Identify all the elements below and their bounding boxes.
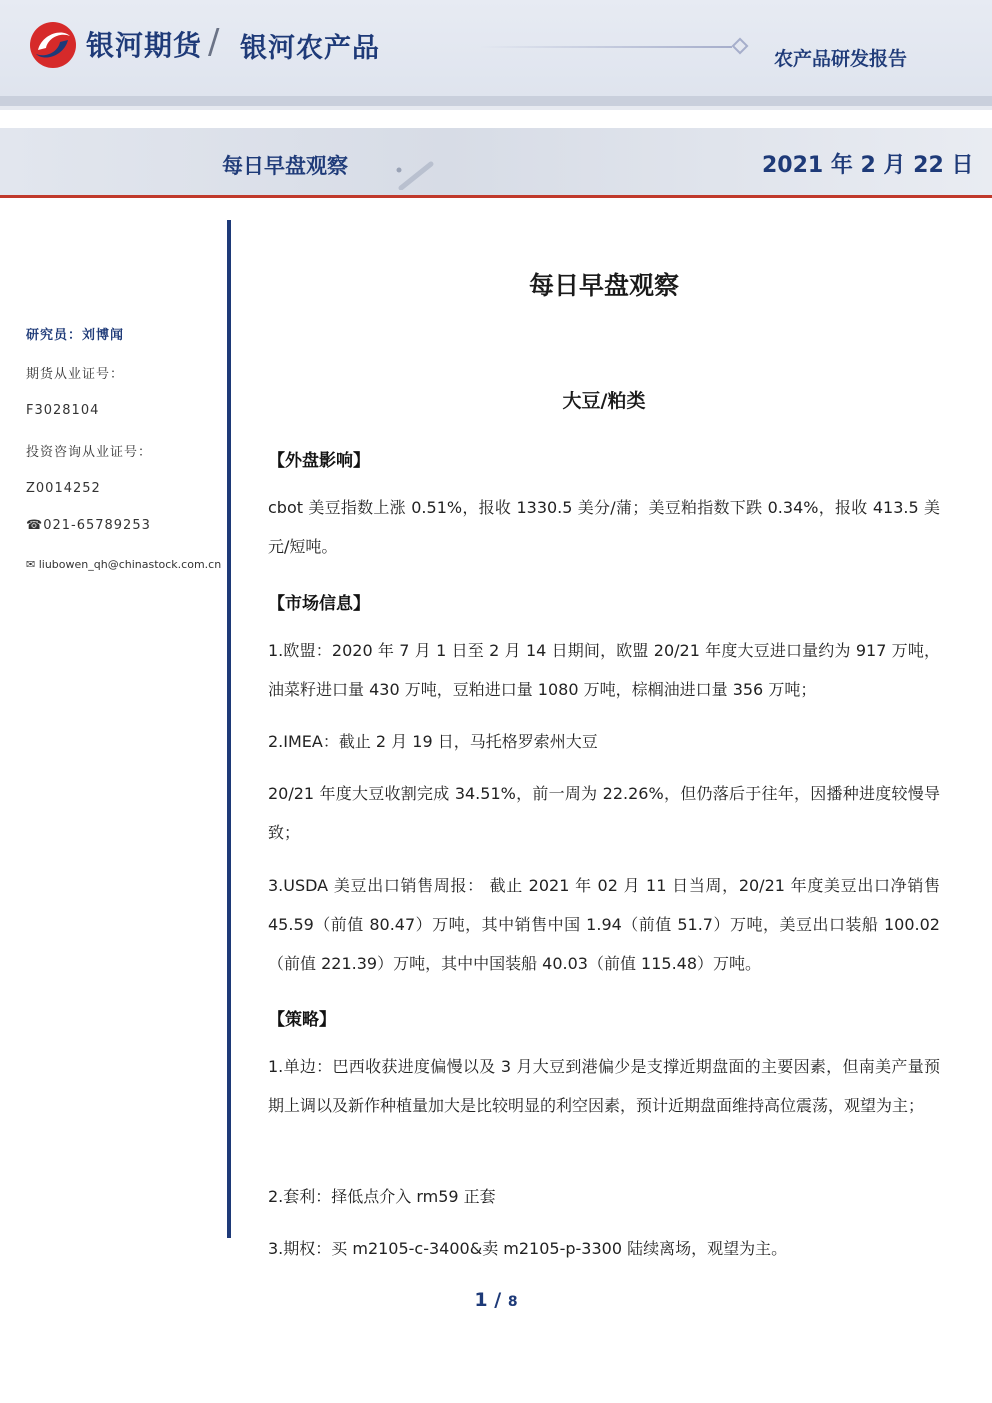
researcher-name: 研究员：刘博闻 bbox=[26, 328, 125, 343]
email-link[interactable]: ✉ liubowen_qh@chinastock.com.cn bbox=[26, 558, 222, 571]
brand-name: 银河期货 bbox=[86, 29, 203, 62]
header-stripe bbox=[0, 96, 992, 106]
page-number bbox=[0, 1289, 992, 1311]
title-band-rule bbox=[0, 195, 992, 198]
report-date: 2021 年 2 月 22 日 bbox=[762, 153, 974, 178]
paragraph-market-eu: 1.欧盟：2020 年 7 月 1 日至 2 月 14 日期间，欧盟 20/21 年度大豆进口量约为 917 万吨，油菜籽进口量 430 万吨，豆粕进口量 1080 万吨，棕榈油进口量 356 万吨； bbox=[268, 641, 940, 699]
page-separator: / bbox=[494, 1289, 502, 1311]
cert-label: 期货从业证号： bbox=[26, 367, 125, 382]
section-title: 大豆/粕类 bbox=[562, 390, 646, 412]
current-page: 1 bbox=[474, 1289, 488, 1311]
brand-divider: / bbox=[208, 22, 220, 62]
total-pages: 8 bbox=[507, 1294, 518, 1310]
paragraph-market-harvest: 20/21 年度大豆收割完成 34.51%，前一周为 22.26%，但仍落后于往年，因播种进度较慢导致； bbox=[268, 784, 940, 842]
galaxy-logo-icon bbox=[28, 20, 78, 70]
heading-market: 【市场信息】 bbox=[268, 594, 370, 614]
paragraph-strategy-arbitrage: 2.套利：择低点介入 rm59 正套 bbox=[268, 1187, 496, 1206]
paragraph-market-imea: 2.IMEA：截止 2 月 19 日，马托格罗索州大豆 bbox=[268, 732, 598, 751]
paragraph-market-usda: 3.USDA 美豆出口销售周报： 截止 2021 年 02 月 11 日当周，20/21 年度美豆出口净销售 45.59（前值 80.47）万吨，其中销售中国 1.94（前值 51.7）万吨，美豆出口装船 100.02（前值 221.39）万吨，其中中国装船 40.03（前值 115.48）万吨。 bbox=[268, 876, 940, 973]
brand-subtitle: 银河农产品 bbox=[240, 33, 380, 64]
report-type: 农产品研发报告 bbox=[774, 48, 908, 70]
header-decoration-line bbox=[480, 46, 732, 48]
pen-decoration-icon bbox=[395, 158, 435, 190]
sidebar-divider bbox=[227, 220, 231, 1238]
consult-number: Z0014252 bbox=[26, 481, 101, 496]
paragraph-strategy-single: 1.单边：巴西收获进度偏慢以及 3 月大豆到港偏少是支撑近期盘面的主要因素，但南美产量预期上调以及新作种植量加大是比较明显的利空因素，预计近期盘面维持高位震荡，观望为主； bbox=[268, 1057, 940, 1115]
band-title: 每日早盘观察 bbox=[222, 154, 348, 178]
paragraph-strategy-options: 3.期权：买 m2105-c-3400&卖 m2105-p-3300 陆续离场，观望为主。 bbox=[268, 1239, 788, 1258]
phone-number: ☎021-65789253 bbox=[26, 518, 151, 533]
consult-label: 投资咨询从业证号： bbox=[26, 445, 153, 460]
paragraph-external: cbot 美豆指数上涨 0.51%，报收 1330.5 美分/蒲；美豆粕指数下跌 0.34%，报收 413.5 美元/短吨。 bbox=[268, 498, 940, 556]
header-stripe-light bbox=[0, 106, 992, 110]
document-title: 每日早盘观察 bbox=[528, 271, 679, 300]
heading-strategy: 【策略】 bbox=[268, 1010, 336, 1030]
cert-number: F3028104 bbox=[26, 403, 100, 418]
heading-external: 【外盘影响】 bbox=[268, 451, 370, 471]
